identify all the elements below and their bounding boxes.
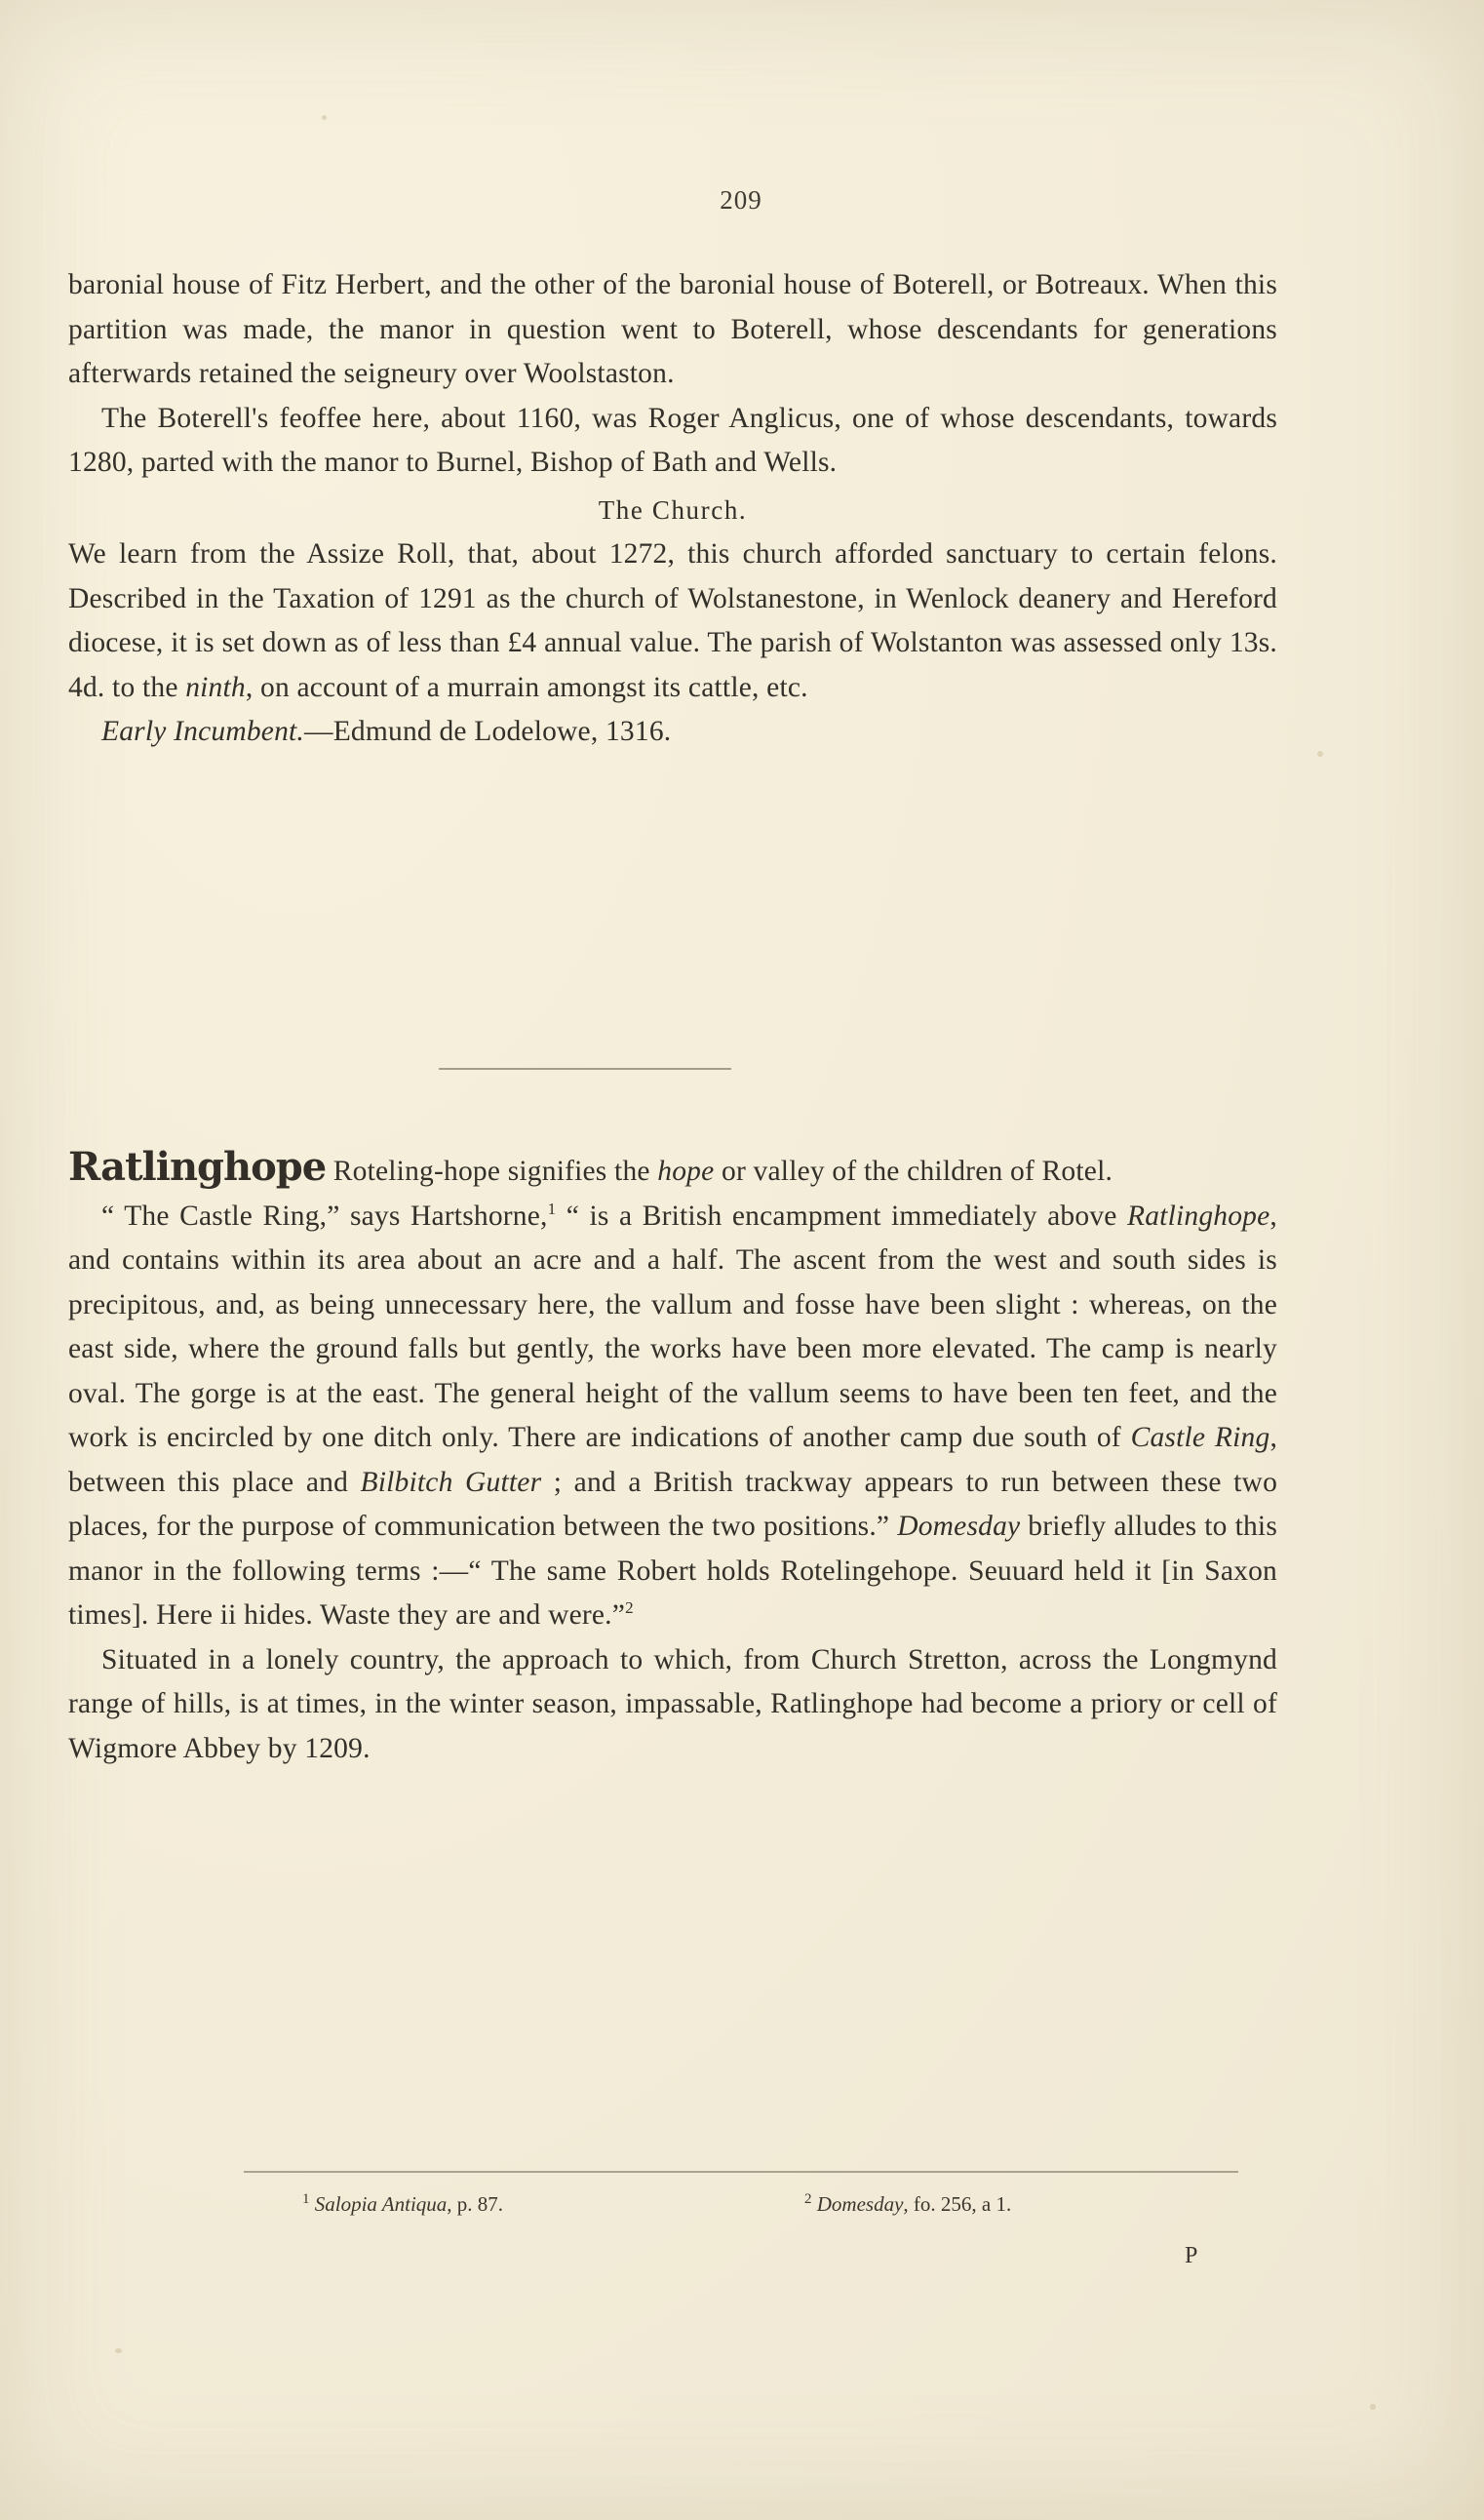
quote-part-b: “ is a British encampment immediately above <box>556 1200 1128 1232</box>
footnote-2 <box>804 2192 1011 2217</box>
page-content <box>59 0 1424 2520</box>
section-title-ratlinghope: Ratlinghope <box>68 1144 327 1190</box>
paragraph-3 <box>68 532 1277 710</box>
early-incumbent-label: Early Incumbent. <box>101 716 305 747</box>
intro-part-b: or valley of the children of Rotel. <box>714 1156 1113 1187</box>
quote-italic-castle-ring: Castle Ring <box>1130 1422 1270 1453</box>
quote-part-a: “ The Castle Ring,” says Hartshorne, <box>101 1200 548 1232</box>
quote-part-f: briefly alludes to this manor in the following terms :—“ The same Robert holds Rotelingehope. Seuuard held it [in Saxon times]. Here ii hides. Waste they are and were.” <box>68 1511 1278 1631</box>
paragraph-3-part-b: , on account of a murrain amongst its cattle, etc. <box>245 671 808 703</box>
footnote-ref-2[interactable]: 2 <box>625 1598 634 1618</box>
page-number: 209 <box>720 185 762 215</box>
section-heading-the-church: The Church. <box>598 494 748 525</box>
paragraph-3-part-a: We learn from the Assize Roll, that, about 1272, this church afforded sanctuary to certain felons. Described in the Taxation of 1291 as the church of Wolstanestone, in Wenlock deanery and Hereford diocese, it is set down as of less than £4 annual value. The parish of Wolstanton was assessed only 13s. 4d. to the <box>68 538 1277 703</box>
quote-italic-domesday: Domesday <box>897 1511 1021 1542</box>
text-block-upper <box>68 263 1277 755</box>
footnote-divider-rule <box>244 2171 1238 2173</box>
text-block-lower <box>68 1146 1277 1771</box>
quote-part-c: , and contains within its area about an acre and a half. The ascent from the west and south sides is precipitous, and, as being unnecessary here, the vallum and fosse have been slight : whereas, on the east side, where the ground falls but gently, the works have been more elevated. The camp is nearly oval. The gorge is at the east. The general height of the vallum seems to have been ten feet, and the work is encircled by one ditch only. There are indications of another camp due south of <box>68 1200 1277 1453</box>
footnote-1 <box>302 2192 503 2217</box>
footnote-1-rest: , p. 87. <box>447 2192 504 2216</box>
quote-part-e: ; and a British trackway appears to run between these two places, for the purpose of communication between the two positions.” <box>68 1466 1278 1542</box>
footnote-2-title: Domesday <box>816 2192 904 2216</box>
footnote-1-marker: 1 <box>302 2191 310 2207</box>
quote-italic-bilbitch-gutter: Bilbitch Gutter <box>360 1466 542 1498</box>
paragraph-2: The Boterell's feoffee here, about 1160, was Roger Anglicus, one of whose descendants, towards 1280, parted with the manor to Burnel, Bishop of Bath and Wells. <box>68 402 1277 478</box>
paragraph-ratlinghope-intro <box>68 1146 1277 1195</box>
signature-mark: P <box>1185 2243 1198 2268</box>
intro-italic-hope: hope <box>657 1156 715 1187</box>
quote-part-d: , between this place and <box>68 1422 1278 1498</box>
quote-italic-ratlinghope: Ratlinghope <box>1127 1200 1270 1232</box>
footnote-1-title: Salopia Antiqua <box>314 2192 448 2216</box>
early-incumbent-value: —Edmund de Lodelowe, 1316. <box>304 716 672 747</box>
footnote-2-rest: , fo. 256, a 1. <box>903 2192 1012 2216</box>
paragraph-situated: Situated in a lonely country, the approach to which, from Church Stretton, across the Longmynd range of hills, is at times, in the winter season, impassable, Ratlinghope had become a priory or cell of Wigmore Abbey by 1209. <box>68 1643 1277 1764</box>
intro-part-a: Roteling-hope signifies the <box>326 1156 658 1187</box>
paragraph-3-italic: ninth <box>185 671 246 703</box>
section-divider-rule <box>439 1068 731 1070</box>
paragraph-4-early-incumbent <box>68 710 1277 755</box>
footnote-2-marker: 2 <box>804 2191 812 2207</box>
paragraph-castle-ring-quote <box>68 1195 1277 1638</box>
paragraph-1: baronial house of Fitz Herbert, and the other of the baronial house of Boterell, or Botreaux. When this partition was made, the manor in question went to Boterell, whose descendants for generations afterwards retained the seigneury over Woolstaston. <box>68 269 1277 389</box>
footnote-ref-1[interactable]: 1 <box>547 1199 557 1218</box>
